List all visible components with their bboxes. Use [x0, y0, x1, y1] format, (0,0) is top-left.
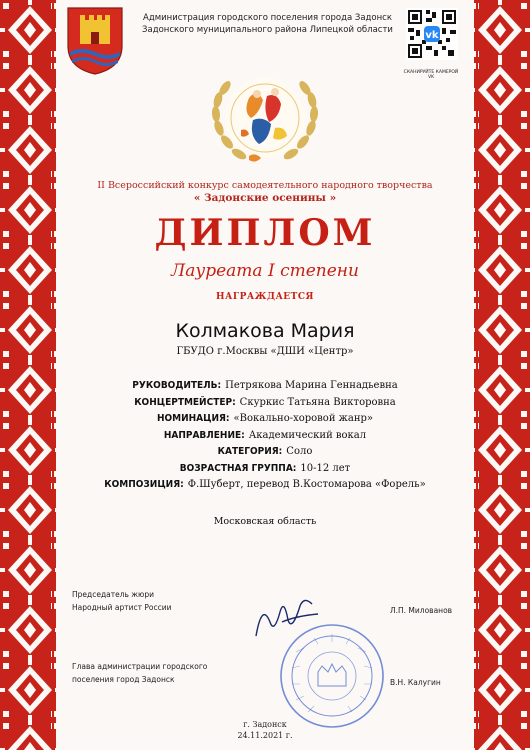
qr-caption: СКАНИРУЙТЕ КАМЕРОЙ VK	[403, 70, 459, 80]
admin-head-name: В.Н. Калугин	[390, 678, 441, 687]
region: Московская область	[213, 516, 317, 527]
contest-title	[70, 180, 460, 204]
detail-label: РУКОВОДИТЕЛЬ:	[132, 380, 222, 391]
contest-description: II Всероссийский конкурс самодеятельного народного творчества	[97, 180, 433, 191]
detail-label: КАТЕГОРИЯ:	[217, 446, 283, 457]
ornament-border-left	[0, 0, 60, 750]
detail-label: КОНЦЕРТМЕЙСТЕР:	[134, 396, 236, 408]
admin-line-2: Задонского муниципального района Липецкой области	[142, 25, 393, 35]
svg-text:vk: vk	[425, 30, 439, 41]
admin-sig-line-1: Глава администрации городского	[72, 662, 208, 671]
details-list	[70, 378, 460, 494]
administration-header	[140, 12, 395, 36]
detail-value: 10-12 лет	[300, 462, 351, 474]
jury-line-1: Председатель жюри	[72, 590, 155, 599]
detail-row-supervisor	[70, 378, 460, 395]
jury-chair-title	[72, 588, 171, 614]
ornament-border-right	[470, 0, 530, 750]
diploma-heading: ДИПЛОМ	[154, 212, 376, 254]
detail-row-accompanist	[70, 395, 460, 412]
detail-row-age-group	[70, 461, 460, 478]
admin-line-1: Администрация городского поселения города Задонск	[143, 13, 392, 23]
detail-value: Ф.Шуберт, перевод В.Костомарова «Форель»	[187, 479, 426, 490]
laureate-degree: Лауреата I степени	[171, 261, 359, 281]
recipient-school: ГБУДО г.Москвы «ДШИ «Центр»	[176, 346, 354, 357]
detail-value: «Вокально-хоровой жанр»	[233, 413, 374, 424]
jury-chair-name: Л.П. Милованов	[390, 606, 453, 615]
contest-name: « Задонские осенины »	[193, 192, 337, 204]
detail-row-nomination	[70, 411, 460, 428]
detail-value: Скуркис Татьяна Викторовна	[239, 396, 396, 408]
coat-of-arms-emblem	[66, 6, 124, 80]
detail-label: НАПРАВЛЕНИЕ:	[163, 429, 245, 441]
detail-value: Петрякова Марина Геннадьевна	[225, 380, 398, 391]
detail-row-category	[70, 444, 460, 461]
footer-date: 24.11.2021 г.	[237, 730, 293, 740]
recipient-name: Колмакова Мария	[175, 320, 355, 342]
detail-label: ВОЗРАСТНАЯ ГРУППА:	[179, 462, 297, 474]
awarded-label: НАГРАЖДАЕТСЯ	[216, 292, 314, 302]
detail-value: Соло	[286, 446, 313, 457]
admin-head-title	[72, 660, 207, 686]
footer	[70, 720, 460, 741]
footer-place: г. Задонск	[243, 720, 287, 729]
detail-label: НОМИНАЦИЯ:	[156, 413, 230, 424]
detail-value: Академический вокал	[248, 429, 367, 441]
qr-code[interactable]	[406, 8, 458, 64]
jury-line-2: Народный артист России	[72, 603, 172, 612]
detail-row-direction	[70, 428, 460, 445]
detail-row-composition	[70, 477, 460, 494]
festival-emblem	[205, 68, 325, 180]
admin-sig-line-2: поселения город Задонск	[72, 675, 175, 684]
official-stamp	[278, 622, 386, 734]
detail-label: КОМПОЗИЦИЯ:	[104, 479, 184, 490]
